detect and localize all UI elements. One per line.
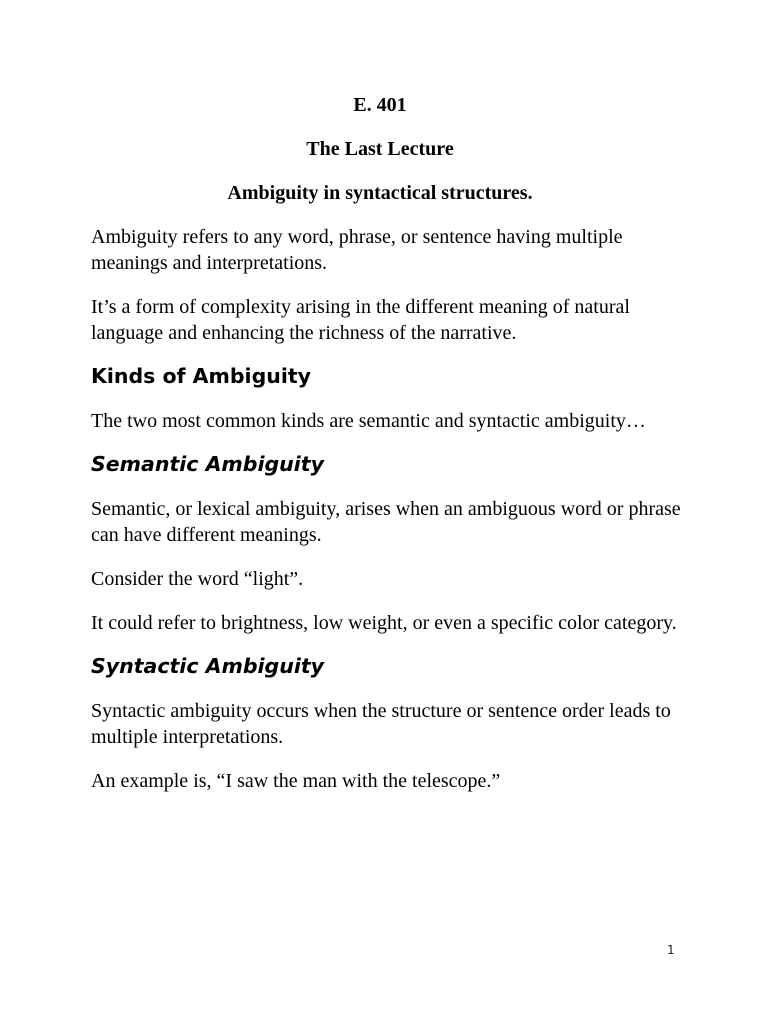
course-code: E. 401 <box>353 94 407 116</box>
topic-title: Ambiguity in syntactical structures. <box>227 182 533 204</box>
lecture-title: The Last Lecture <box>306 138 454 160</box>
semantic-definition-paragraph: Semantic, or lexical ambiguity, arises when an ambiguous word or phrase can have different meanings. <box>91 498 681 546</box>
complexity-paragraph: It’s a form of complexity arising in the different meaning of natural language and enhancing the richness of the narrative. <box>91 296 630 344</box>
syntactic-definition-paragraph: Syntactic ambiguity occurs when the structure or sentence order leads to multiple interpretations. <box>91 700 671 748</box>
semantic-example-paragraph: Consider the word “light”. <box>91 568 304 590</box>
page-number: 1 <box>667 943 675 957</box>
syntactic-example-paragraph: An example is, “I saw the man with the telescope.” <box>91 770 501 792</box>
definition-paragraph: Ambiguity refers to any word, phrase, or sentence having multiple meanings and interpretations. <box>91 226 623 274</box>
semantic-heading: Semantic Ambiguity <box>91 452 324 476</box>
kinds-intro-paragraph: The two most common kinds are semantic and syntactic ambiguity… <box>91 410 646 432</box>
kinds-heading: Kinds of Ambiguity <box>91 364 312 388</box>
syntactic-heading: Syntactic Ambiguity <box>91 654 325 678</box>
page-content <box>91 92 681 794</box>
semantic-explanation-paragraph: It could refer to brightness, low weight, or even a specific color category. <box>91 612 677 634</box>
